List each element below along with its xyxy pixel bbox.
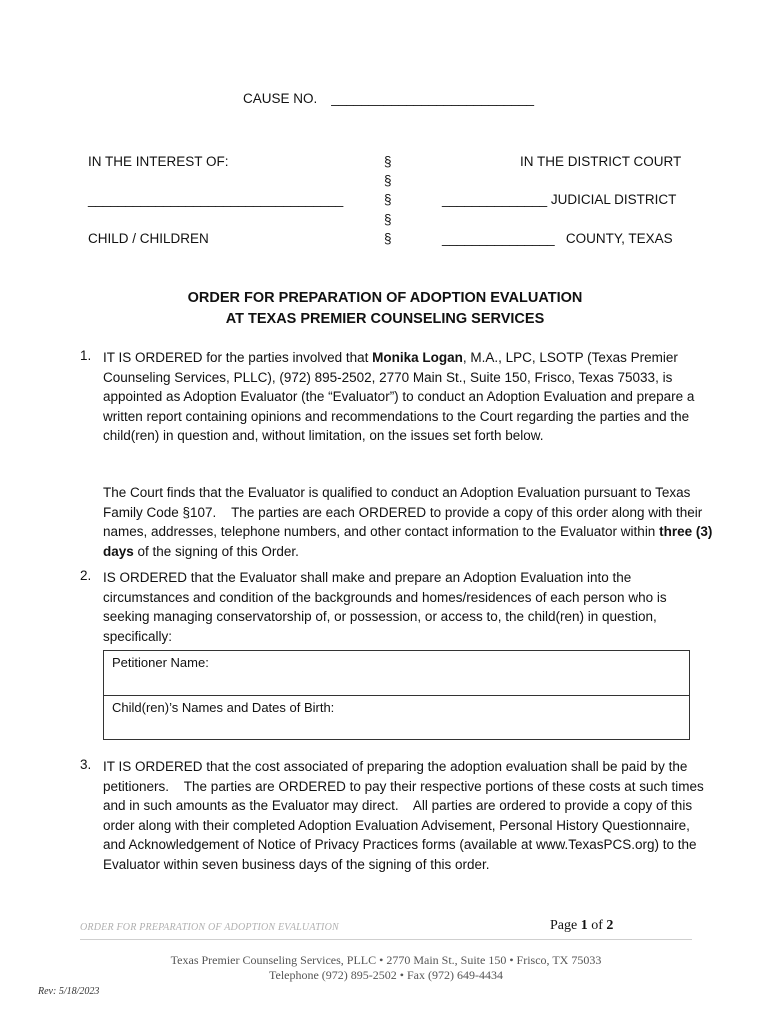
caption-name-blank: __________________________________	[88, 192, 344, 207]
item-2-paragraph: IS ORDERED that the Evaluator shall make and prepare an Adoption Evaluation into the circumstances and condition of the backgrounds and homes/residences of each person who is seeking managing conservatorship of, or possession, or access to, the child(ren) in question, specifically:	[103, 570, 667, 644]
page-total: 2	[606, 918, 614, 933]
section-symbol: §	[384, 173, 392, 188]
page-current: 1	[580, 918, 588, 933]
cause-label: CAUSE NO.	[243, 91, 318, 106]
item-1-number: 1.	[80, 348, 92, 363]
page-indicator	[550, 918, 613, 934]
item-2-number: 2.	[80, 568, 92, 583]
footer-address-line-2: Telephone (972) 895-2502 • Fax (972) 649-4434	[269, 968, 503, 982]
item-3-paragraph: IT IS ORDERED that the cost associated of preparing the adoption evaluation shall be paid by the petitioners. The parties are ORDERED to pay their respective portions of these costs at such times and in such amounts as the Evaluator may direct. All parties are ordered to provide a copy of this order along with their completed Adoption Evaluation Advisement, Personal History Questionnaire, and Acknowledgement of Notice of Privacy Practices forms (available at www.TexasPCS.org) to the Evaluator within seven business days of the signing of this order.	[103, 759, 708, 872]
children-names-label: Child(ren)’s Names and Dates of Birth:	[112, 700, 335, 715]
item-3-number: 3.	[80, 757, 92, 772]
section-symbol: §	[384, 154, 392, 169]
footer-document-title: ORDER FOR PREPARATION OF ADOPTION EVALUATION	[80, 922, 339, 933]
section-symbol: §	[384, 231, 392, 246]
item-1-p2-text-b: of the signing of this Order.	[133, 543, 299, 559]
item-1-text-b: , M.A., LPC, LSOTP (Texas Premier Counseling Services, PLLC), (972) 895-2502, 2770 Main St., Suite 150, Frisco, Texas 75033, is appointed as Adoption Evaluator (the “Evaluator”) to conduct an Adoption Evaluation and prepare a written report containing opinions and recommendations to the Court regarding the parties and the child(ren) in question and, without limitation, on the issues set forth below.	[103, 350, 695, 443]
revision-date: Rev: 5/18/2023	[38, 986, 100, 997]
evaluator-name: Monika Logan	[372, 350, 463, 365]
page-word: Page	[550, 918, 581, 933]
cause-number	[243, 91, 534, 106]
section-symbol: §	[384, 212, 392, 227]
caption-interest-of: IN THE INTEREST OF:	[88, 154, 229, 169]
page-of: of	[587, 918, 607, 933]
item-1-paragraph-2	[103, 483, 715, 561]
item-1-text-a: IT IS ORDERED for the parties involved that	[103, 350, 373, 365]
item-1-paragraph-1	[103, 348, 715, 446]
cause-number-blank: ___________________________	[331, 91, 534, 106]
section-symbol: §	[384, 192, 392, 207]
caption-county: _______________ COUNTY, TEXAS	[442, 231, 673, 246]
petitioner-name-label: Petitioner Name:	[112, 655, 209, 670]
deadline-three-days: three (3) days	[103, 524, 717, 559]
petitioner-name-field[interactable]	[104, 651, 689, 695]
footer-address-line-1: Texas Premier Counseling Services, PLLC • 2770 Main St., Suite 150 • Frisco, TX 75033	[170, 953, 602, 967]
footer-divider	[80, 939, 692, 940]
item-1-p2-text-a: The Court finds that the Evaluator is qualified to conduct an Adoption Evaluation pursuant to Texas Family Code §107. The parties are each ORDERED to provide a copy of this order along with their names, addresses, telephone numbers, and other contact information to the Evaluator within	[103, 485, 707, 539]
order-title-line-1: ORDER FOR PREPARATION OF ADOPTION EVALUATION	[187, 290, 583, 306]
caption-judicial-district: ______________ JUDICIAL DISTRICT	[442, 192, 677, 207]
party-info-box	[103, 650, 690, 740]
caption-child-children: CHILD / CHILDREN	[88, 231, 209, 246]
order-title-line-2: AT TEXAS PREMIER COUNSELING SERVICES	[225, 311, 545, 327]
children-names-field[interactable]	[104, 695, 689, 739]
caption-district-court: IN THE DISTRICT COURT	[520, 154, 682, 169]
